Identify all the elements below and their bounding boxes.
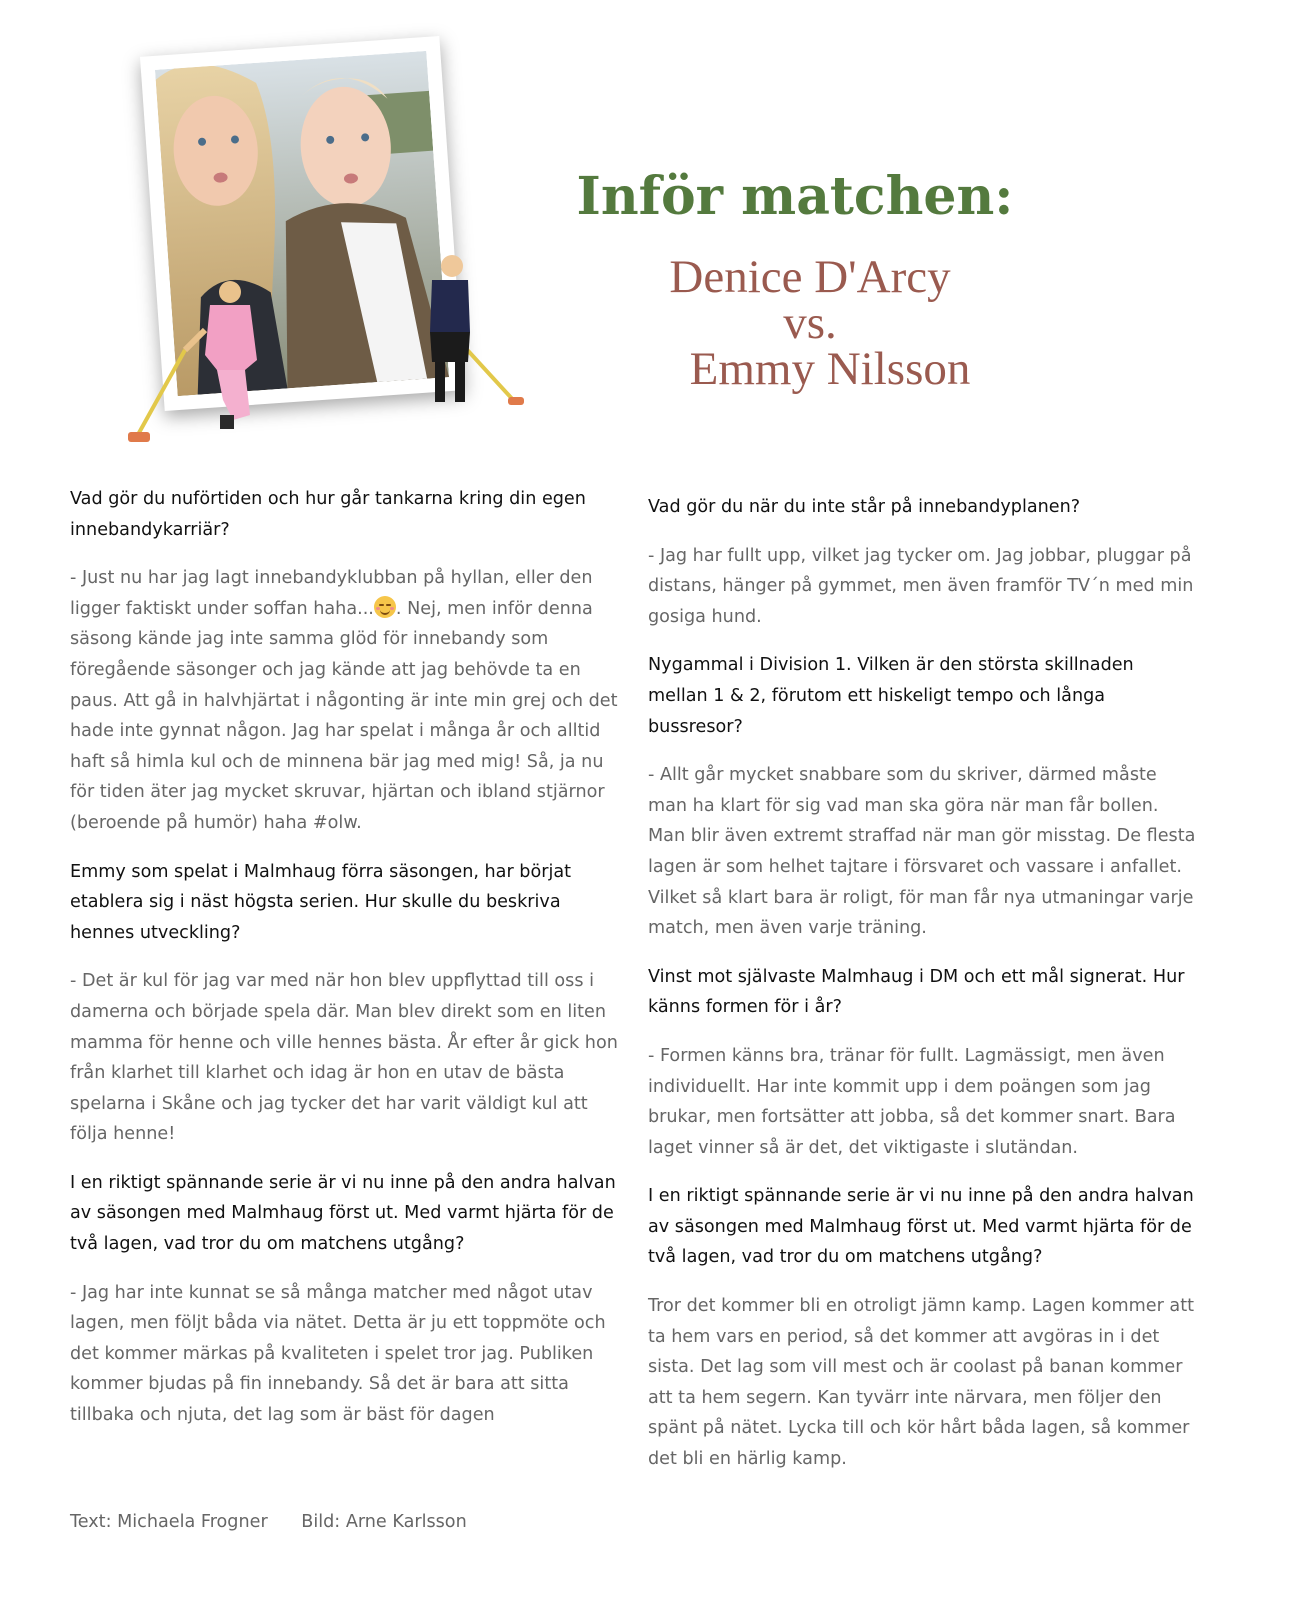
answer-text: - Just nu har jag lagt innebandyklubban på hyllan, eller den ligger faktiskt under soffan haha...: [70, 568, 593, 619]
page-title: Inför matchen:: [576, 166, 1014, 227]
player2-name: Emmy Nilsson: [689, 343, 971, 395]
player-navy-figure: [410, 252, 530, 417]
credits: [70, 1512, 495, 1532]
answer: - Formen känns bra, tränar för fullt. Lagmässigt, men även individuellt. Har inte kommit upp i dem poängen som jag brukar, men fortsätter att jobba, så det kommer snart. Bara laget vinner så är det, det viktigaste i slutändan.: [648, 1045, 1176, 1158]
matchup-heading: [600, 251, 1020, 395]
question: I en riktigt spännande serie är vi nu inne på den andra halvan av säsongen med Malmhaug först ut. Med varmt hjärta för de två lagen, vad tror du om matchens utgång?: [648, 1186, 1194, 1268]
answer: - Jag har fullt upp, vilket jag tycker om. Jag jobbar, pluggar på distans, hänger på gymmet, men även framför TV´n med min gosiga hund.: [648, 545, 1194, 627]
text-credit: Text: Michaela Frogner: [70, 1512, 268, 1532]
photo-credit: Bild: Arne Karlsson: [301, 1512, 467, 1532]
right-column: [648, 492, 1196, 1493]
question: Emmy som spelat i Malmhaug förra säsongen, har börjat etablera sig i näst högsta serien. Hur skulle du beskriva hennes utveckling?: [70, 861, 572, 943]
question: Vad gör du nuförtiden och hur går tankarna kring din egen innebandykarriär?: [70, 489, 586, 540]
answer: Tror det kommer bli en otroligt jämn kamp. Lagen kommer att ta hem vars en period, så det kommer att avgöras in i det sista. Det lag som vill mest och är coolast på banan kommer att ta hem segern. Kan tyvärr inte närvara, men följer den spänt på nätet. Lycka till och kör hårt båda lagen, så kommer det bli en härlig kamp.: [648, 1296, 1194, 1470]
question: Vinst mot självaste Malmhaug i DM och ett mål signerat. Hur känns formen för i år?: [648, 966, 1185, 1018]
answer: - Det är kul för jag var med när hon blev uppflyttad till oss i damerna och började spela där. Man blev direkt som en liten mamma för henne och ville hennes bästa. År efter år gick hon från klarhet till klarhet och idag är hon en utav de bästa spelarna i Skåne och jag tycker det har varit väldigt kul att följa henne!: [70, 971, 618, 1145]
answer: - Allt går mycket snabbare som du skriver, därmed måste man ha klart för sig vad man ska göra när man får bollen. Man blir även extremt straffad när man gör misstag. De flesta lagen är som helhet tajtare i försvaret och vassare i anfallet. Vilket så klart bara är roligt, för man får nya utmaningar varje match, men även varje träning.: [648, 765, 1196, 939]
versus-label: vs.: [783, 297, 837, 349]
answer: [70, 563, 618, 838]
question: I en riktigt spännande serie är vi nu inne på den andra halvan av säsongen med Malmhaug först ut. Med varmt hjärta för de två lagen, vad tror du om matchens utgång?: [70, 1172, 616, 1255]
player1-name: Denice D'Arcy: [669, 251, 951, 303]
left-column: [70, 484, 618, 1449]
question: Nygammal i Division 1. Vilken är den största skillnaden mellan 1 & 2, förutom ett hiskeligt tempo och långa bussresor?: [648, 655, 1134, 737]
player-pink-figure: [125, 280, 275, 450]
question: Vad gör du när du inte står på innebandyplanen?: [648, 497, 1081, 517]
answer-text: . Nej, men inför denna säsong kände jag inte samma glöd för innebandy som föregående säsonger och jag kände att jag behövde ta en paus. Att gå in halvhjärtat i någonting är inte min grej och det hade inte gynnat någon. Jag har spelat i många år och alltid haft så himla kul och de minnena bär jag med mig! Så, ja nu för tiden äter jag mycket skruvar, hjärtan och ibland stjärnor (beroende på humör) haha #olw.: [70, 598, 618, 833]
smiling-face-icon: [374, 596, 396, 618]
answer: - Jag har inte kunnat se så många matcher med något utav lagen, men följt båda via nätet. Detta är ju ett toppmöte och det kommer märkas på kvaliteten i spelet tror jag. Publiken kommer bjudas på fin innebandy. Så det är bara att sitta tillbaka och njuta, det lag som är bäst för dagen: [70, 1282, 606, 1426]
